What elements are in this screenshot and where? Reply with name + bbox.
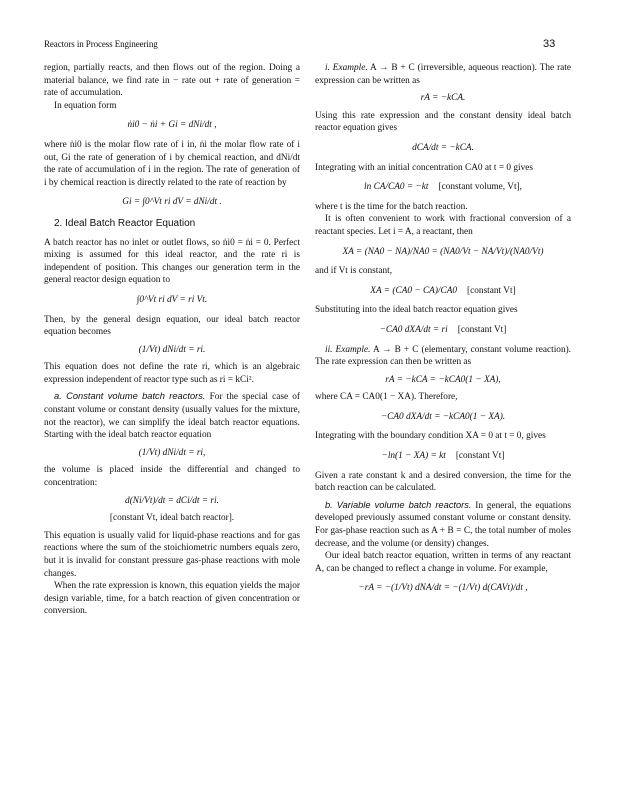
equation: (1/Vt) dNi/dt = ri. bbox=[138, 344, 206, 355]
paragraph: In equation form bbox=[54, 100, 117, 111]
subsection-heading: b. Variable volume batch reactors. bbox=[325, 499, 472, 510]
equation: rA = −kCA = −kCA0(1 − XA), bbox=[385, 374, 501, 385]
paragraph: Integrating with the boundary condition XA = 0 at t = 0, gives bbox=[315, 431, 546, 442]
equation-row bbox=[315, 450, 571, 463]
equation: ln CA/CA0 = −kt bbox=[364, 182, 429, 193]
paragraph bbox=[315, 62, 571, 87]
page-number: 33 bbox=[543, 38, 556, 50]
equation: Gi = ∫0^Vt ri dV = dNi/dt . bbox=[122, 197, 222, 208]
paragraph: and if Vt is constant, bbox=[315, 266, 393, 277]
equation: d(Ni/Vt)/dt = dCi/dt = ri. bbox=[125, 495, 219, 506]
equation: −CA0 dXA/dt = −kCA0(1 − XA). bbox=[380, 411, 506, 422]
paragraph: Our ideal batch reactor equation, written in terms of any reactant A, can be changed to reflect a change in volume. For example, bbox=[315, 551, 571, 574]
example-label: ii. Example. bbox=[325, 344, 371, 355]
equation-row bbox=[315, 324, 571, 337]
equation-note: [constant Vt, ideal batch reactor]. bbox=[109, 513, 235, 524]
paragraph: region, partially reacts, and then flows out of the region. Doing a material balance, we find rate in − rate out + rate of generation = rate of accumulation. bbox=[44, 63, 300, 99]
paragraph: where CA = CA0(1 − XA). Therefore, bbox=[315, 392, 458, 403]
paragraph: It is often convenient to work with fractional conversion of a reactant species. Let i = A, a reactant, then bbox=[315, 214, 571, 237]
running-title: Reactors in Process Engineering bbox=[44, 39, 158, 49]
equation: −CA0 dXA/dt = ri bbox=[379, 324, 448, 335]
paragraph-text: A → B + C (irreversible, aqueous reaction). The rate expression can be written as bbox=[315, 63, 571, 86]
subsection-heading: a. Constant volume batch reactors. bbox=[54, 391, 206, 402]
equation: ∫0^Vt ri dV = ri Vt. bbox=[136, 294, 208, 305]
equation: rA = −kCA. bbox=[420, 93, 466, 104]
paragraph: where t is the time for the batch reaction. bbox=[315, 201, 468, 212]
equation: XA = (CA0 − CA)/CA0 bbox=[370, 285, 458, 296]
paragraph: Integrating with an initial concentration CA0 at t = 0 gives bbox=[315, 162, 533, 173]
paragraph: Given a rate constant k and a desired conversion, the time for the batch reaction can be calculated. bbox=[315, 470, 571, 494]
equation: −rA = −(1/Vt) dNA/dt = −(1/Vt) d(CAVt)/dt , bbox=[358, 583, 528, 594]
example-label: i. Example. bbox=[325, 63, 368, 73]
left-column bbox=[44, 62, 300, 618]
paragraph: This equation does not define the rate ri, which is an algebraic expression independent of reactor type such as ri = kCi². bbox=[44, 362, 300, 385]
equation-note: [constant volume, Vt], bbox=[438, 182, 522, 193]
right-column bbox=[315, 62, 571, 602]
equation-note: [constant Vt] bbox=[455, 451, 505, 462]
paragraph: Substituting into the ideal batch reactor equation gives bbox=[315, 305, 518, 316]
equation-note: [constant Vt] bbox=[467, 285, 516, 296]
equation: (1/Vt) dNi/dt = ri, bbox=[138, 447, 206, 458]
paragraph: Using this rate expression and the constant density ideal batch reactor equation gives bbox=[315, 110, 571, 134]
paragraph bbox=[315, 344, 571, 369]
paragraph: When the rate expression is known, this equation yields the major design variable, time, for a batch reaction of given concentration or conversion. bbox=[44, 581, 300, 617]
equation-row bbox=[315, 285, 571, 298]
paragraph bbox=[315, 499, 571, 550]
paragraph: where ṅi0 is the molar flow rate of i in, ṅi the molar flow rate of i out, Gi the rate of generation of i by chemical reaction, and dNi/dt the rate of accumulation of i in the region. The rate of generation of i by chemical reaction is directly related to the rate of reaction by bbox=[44, 139, 300, 188]
paragraph-text: In general, the equations developed previously assumed constant volume or constant density. For gas-phase reaction such as A + B = C, the total number of moles decrease, and the volume (or density) changes. bbox=[315, 500, 572, 549]
equation-note: [constant Vt] bbox=[457, 324, 507, 335]
paragraph: A batch reactor has no inlet or outlet flows, so ṅi0 = ṅi = 0. Perfect mixing is assumed for this ideal reactor, and the rate ri is independent of position. This changes our generation term in the general reactor design equation to bbox=[44, 237, 300, 286]
paragraph bbox=[44, 390, 300, 441]
equation: −ln(1 − XA) = kt bbox=[381, 451, 446, 462]
paragraph: the volume is placed inside the differential and changed to concentration: bbox=[44, 465, 300, 489]
paragraph-text: For the special case of constant volume or constant density (usually values for the mixture, not the reactor), we can simplify the ideal batch reactor equations. Starting with the ideal batch reactor equation bbox=[44, 392, 301, 441]
equation: XA = (NA0 − NA)/NA0 = (NA0/Vt − NA/Vt)/(NA0/Vt) bbox=[342, 246, 544, 257]
paragraph: Then, by the general design equation, our ideal batch reactor equation becomes bbox=[44, 314, 300, 338]
equation: dCA/dt = −kCA. bbox=[412, 142, 474, 153]
paragraph-text: A → B + C (elementary, constant volume reaction). The rate expression can then be written as bbox=[315, 344, 572, 368]
section-heading: 2. Ideal Batch Reactor Equation bbox=[54, 217, 196, 229]
equation: ṅi0 − ṅi + Gi = dNi/dt , bbox=[127, 120, 217, 131]
equation-row bbox=[315, 181, 571, 194]
paragraph: This equation is usually valid for liquid-phase reactions and for gas reactions where the sum of the stoichiometric numbers equals zero, but it is invalid for constant pressure gas-phase reactions with mole changes. bbox=[44, 530, 300, 579]
